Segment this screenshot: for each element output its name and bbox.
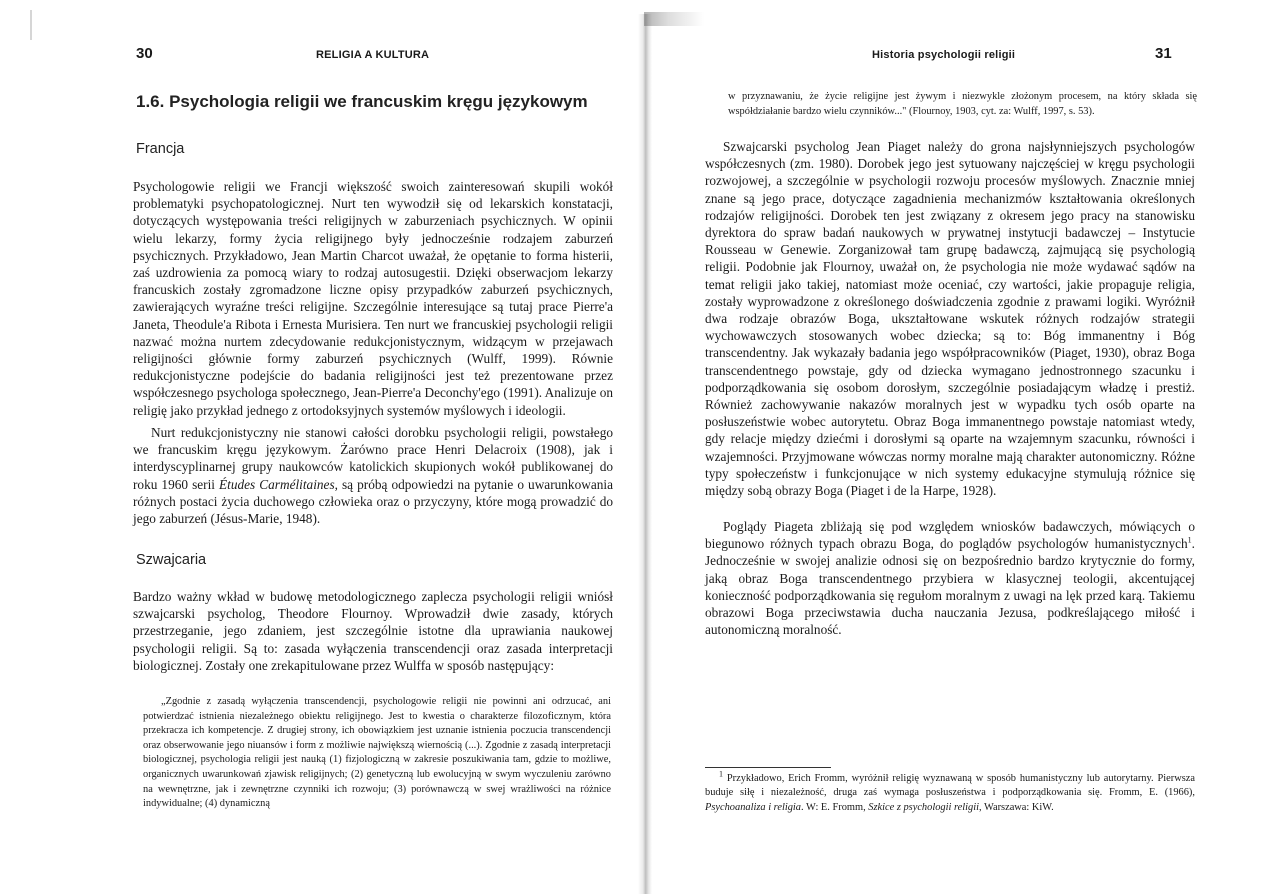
paragraph-france-1: Psychologowie religii we Francji większość swoich zainteresowań skupili wokół problematyki psychopatologicznej. Nurt ten wywodził się od lekarskich konstatacji, dotyczących występowania treści religijnych w zaburzeniach psychicznych. W opinii wielu lekarzy, formy życia religijnego były jednocześnie rodzajem zaburzeń psychicznych. Przykładowo, Jean Martin Charcot uważał, że opętanie to forma histerii, zaś uzdrowienia za pomocą wiary to rodzaj autosugestii. Dzięki obserwacjom lekarzy francuskich zostały zgromadzone liczne opisy przypadków zaburzeń psychicznych, zawierających wyraźne treści religijne. Szczególnie interesujące są tutaj prace Pierre'a Janeta, Theodule'a Ribota i Ernesta Murisiera. Ten nurt we francuskiej psychologii religii nazwać można nurtem zdecydowanie redukcjonistycznym, widzącym w przejawach religijności głównie formy zaburzeń psychicznych (Wulff, 1999). Równie redukcjonistyczne podejście do badania religijności jest też prezentowane przez współczesnego psychologa społecznego, Jean-Pierre'a Deconchy'ego (1991). Analizuje on religię jako przykład jednego z ortodoksyjnych systemów myślowych i ideologii.: [133, 179, 613, 418]
paragraph-switzerland-1: Bardzo ważny wkład w budowę metodologicznego zaplecza psychologii religii wniósł szwajcarski psycholog, Theodore Flournoy. Wprowadził dwie zasady, których przestrzeganie, jego zdaniem, jest szczególnie istotne dla uprawiania naukowej psychologii religii. Są to: zasada wyłączenia transcendencji oraz zasada interpretacji biologicznej. Zostały one zrekapitulowane przez Wulffa w sposób następujący:: [133, 589, 613, 673]
block-quote-continued: w przyznawaniu, że życie religijne jest żywym i niezwykle złożonym procesem, na który składa się współdziałanie bardzo wielu czynników..." (Flournoy, 1903, cyt. za: Wulff, 1997, s. 53).: [728, 91, 1197, 117]
paragraph-piaget-2: Poglądy Piageta zbliżają się pod względem wniosków badawczych, mówiących o biegunowo różnych typach obrazu Boga, do poglądów psychologów humanistycznych$^1$. Jednocześnie w swojej analizie odnosi się on bezpośrednio bardzo krytycznie do formy, jaką obraz Boga transcendentnego przybiera w klasycznej teologii, akcentującej konieczność podporządkowania się regułom moralnym z uwagi na lęk przed karą. Takiemu obrazowi Boga przeciwstawia ducha nauczania Jezusa, podkreślającego miłość i autonomiczną moralność.: [705, 519, 1195, 638]
page-number-left: 30: [136, 45, 153, 62]
footnote: $^1$ Przykładowo, Erich Fromm, wyróżnił religię wyznawaną w sposób humanistyczny lub autorytarny. Pierwsza buduje siłę i niezależność, druga zaś wymaga posłuszeństwa i podporządkowania się. Fromm, E. (1966), Psychoanaliza i religia. W: E. Fromm, Szkice z psychologii religii, Warszawa: KiW.: [705, 769, 1195, 813]
footnote-title-2: Szkice z psychologii religii: [868, 801, 979, 813]
right-page: [648, 0, 1262, 894]
paragraph-france-2: Nurt redukcjonistyczny nie stanowi całości dorobku psychologii religii, powstałego we francuskim kręgu językowym. Żarówno prace Henri Delacroix (1908), jak i interdyscyplinarnej grupy naukowców katolickich skupionych wokół publikowanej do roku 1960 serii Études Carmélitaines, są próbą odpowiedzi na pytanie o uwarunkowania różnych postaci życia duchowego człowieka oraz o przyczyny, które mogą prowadzić do jego zaburzeń (Jésus-Marie, 1948).: [133, 425, 613, 527]
footnote-title-1: Psychoanaliza i religia: [705, 801, 802, 813]
running-head-left: RELIGIA A KULTURA: [316, 49, 430, 61]
block-quote: „Zgodnie z zasadą wyłączenia transcendencji, psychologowie religii nie powinni ani odrzucać, ani potwierdzać istnienia niezależnego obiektu religijnego. Jest to kwestia o charakterze filozoficznym, która przekracza ich kompetencje. Z drugiej strony, ich obowiązkiem jest uznanie istnienia poczucia transcendencji oraz obserwowanie jego niuansów i form z możliwie największą wiernością (...). Zgodnie z zasadą interpretacji biologicznej, psychologia religii jest nauką (1) fizjologiczną w zakresie poszukiwania tam, gdzie to możliwe, organicznych uwarunkowań zjawisk religijnych; (2) genetyczną lub ewolucyjną w swym wyczuleniu zarówno na wewnętrzne, jak i zewnętrzne czynniki ich rozwoju; (3) porównawczą w swej wrażliwości na różnice indywidualne; (4) dynamiczną: [143, 696, 611, 810]
page-number-right: 31: [1155, 45, 1172, 62]
section-title: 1.6. Psychologia religii we francuskim kręgu językowym: [136, 92, 588, 111]
footnote-number: 1: [719, 769, 723, 779]
running-head-right: Historia psychologii religii: [872, 49, 1016, 61]
subsection-title-switzerland: Szwajcaria: [136, 552, 207, 568]
footnote-reference: 1: [1187, 535, 1192, 545]
series-title: Études Carmélitaines: [219, 476, 335, 492]
subsection-title-france: Francja: [136, 141, 185, 157]
footnote-separator: [705, 767, 831, 768]
paragraph-piaget-1: Szwajcarski psycholog Jean Piaget należy do grona najsłynniejszych psychologów współczesnych (zm. 1980). Dorobek jego jest sytuowany najczęściej w kręgu psychologii rozwojowej, a szczególnie w psychologii rozwoju procesów myślowych. Znacznie mniej znane są jego prace, dotyczące zagadnienia mechanizmów kształtowania określonych rodzajów religijności. Dorobek ten jest związany z okresem jego pracy na stanowisku dyrektora do spraw badań naukowych w prywatnej instytucji badawczej – Instytucie Rousseau w Genewie. Zorganizował tam grupę badawczą, zajmującą się psychologią religii. Podobnie jak Flournoy, uważał on, że psychologia nie może wydawać sądów na temat religii jako takiej, natomiast może oceniać, czy wartości, jakie propaguje religia, zostały wyprowadzone z określonego doświadczenia zgodnie z prawami logiki. Wyróżnił dwa rodzaje obrazów Boga, ukształtowane wskutek różnych rodzajów strategii wychowawczych stosowanych wobec dziecka; są to: Bóg immanentny i Bóg transcendentny. Jak wykazały badania jego współpracowników (Piaget, 1930), obraz Boga transcendentnego powstaje, gdy od dziecka wymagano jednostronnego szacunku i podporządkowania się osobom dorosłym, szczególnie posiadającym władzę i prestiż. Również zachowywanie nakazów moralnych jest w wypadku tych osób oparte na posłuszeństwie wobec autorytetu. Obraz Boga immanentnego powstaje natomiast wtedy, gdy relacje między dziećmi i dorosłymi są oparte na wzajemnym szacunku, równości i wzajemności. Przyjmowane wówczas normy moralne mają charakter autonomiczny. Różne typy społeczeństw i funkcjonujące w nich systemy edukacyjne stymulują różnice się między sobą obrazy Boga (Piaget i de la Harpe, 1928).: [705, 139, 1195, 499]
